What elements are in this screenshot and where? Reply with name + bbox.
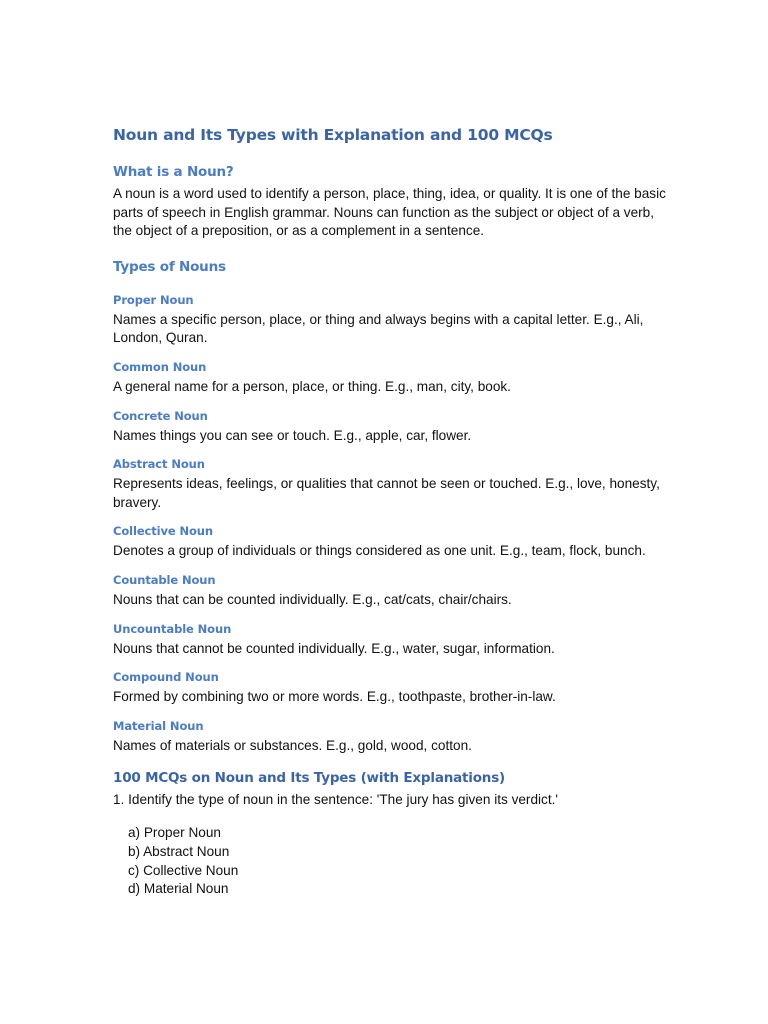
noun-type-description: Names a specific person, place, or thing and always begins with a capital letter. E.g., Ali, London, Quran. [113, 311, 644, 346]
noun-type-heading: Countable Noun [113, 572, 216, 587]
types-of-nouns-heading: Types of Nouns [113, 258, 226, 275]
what-is-noun-paragraph: A noun is a word used to identify a person, place, thing, idea, or quality. It is one of the basic parts of speech in English grammar. Nouns can function as the subject or object of a verb, the object of a preposition, or as a complement in a sentence. [113, 186, 666, 239]
noun-type-section [113, 670, 673, 707]
noun-type-description: Denotes a group of individuals or things considered as one unit. E.g., team, flock, bunch. [113, 543, 646, 559]
noun-type-description: Names things you can see or touch. E.g., apple, car, flower. [113, 427, 472, 443]
mcq-option: d) Material Noun [128, 881, 229, 897]
mcq-section-heading: 100 MCQs on Noun and Its Types (with Explanations) [113, 770, 506, 787]
noun-type-description: Names of materials or substances. E.g., gold, wood, cotton. [113, 737, 472, 753]
noun-type-heading: Proper Noun [113, 292, 194, 307]
noun-type-description: A general name for a person, place, or thing. E.g., man, city, book. [113, 378, 511, 394]
noun-type-section [113, 622, 673, 659]
noun-type-description: Nouns that can be counted individually. E.g., cat/cats, chair/chairs. [113, 591, 512, 607]
noun-type-heading: Concrete Noun [113, 408, 208, 423]
noun-type-heading: Uncountable Noun [113, 621, 232, 636]
noun-type-section [113, 524, 673, 561]
noun-type-heading: Compound Noun [113, 670, 219, 685]
noun-type-section [113, 457, 673, 512]
noun-type-section [113, 719, 673, 756]
mcq-option: c) Collective Noun [128, 862, 239, 878]
noun-type-heading: Collective Noun [113, 524, 213, 539]
noun-type-heading: Material Noun [113, 718, 204, 733]
noun-type-description: Nouns that cannot be counted individually. E.g., water, sugar, information. [113, 640, 555, 656]
noun-type-heading: Abstract Noun [113, 457, 205, 472]
mcq-question: 1. Identify the type of noun in the sentence: 'The jury has given its verdict.' [113, 792, 558, 808]
noun-type-description: Formed by combining two or more words. E.g., toothpaste, brother-in-law. [113, 689, 556, 705]
mcq-option: a) Proper Noun [128, 824, 221, 840]
document-content [113, 124, 673, 899]
noun-type-section [113, 573, 673, 610]
mcq-options-list [128, 824, 673, 899]
noun-type-section [113, 293, 673, 348]
document-title: Noun and Its Types with Explanation and 100 MCQs [113, 126, 553, 144]
mcq-option: b) Abstract Noun [128, 843, 230, 859]
noun-type-description: Represents ideas, feelings, or qualities that cannot be seen or touched. E.g., love, honesty, bravery. [113, 476, 660, 510]
noun-type-section [113, 360, 673, 397]
noun-type-heading: Common Noun [113, 359, 207, 374]
what-is-noun-heading: What is a Noun? [113, 164, 234, 180]
noun-type-section [113, 409, 673, 446]
